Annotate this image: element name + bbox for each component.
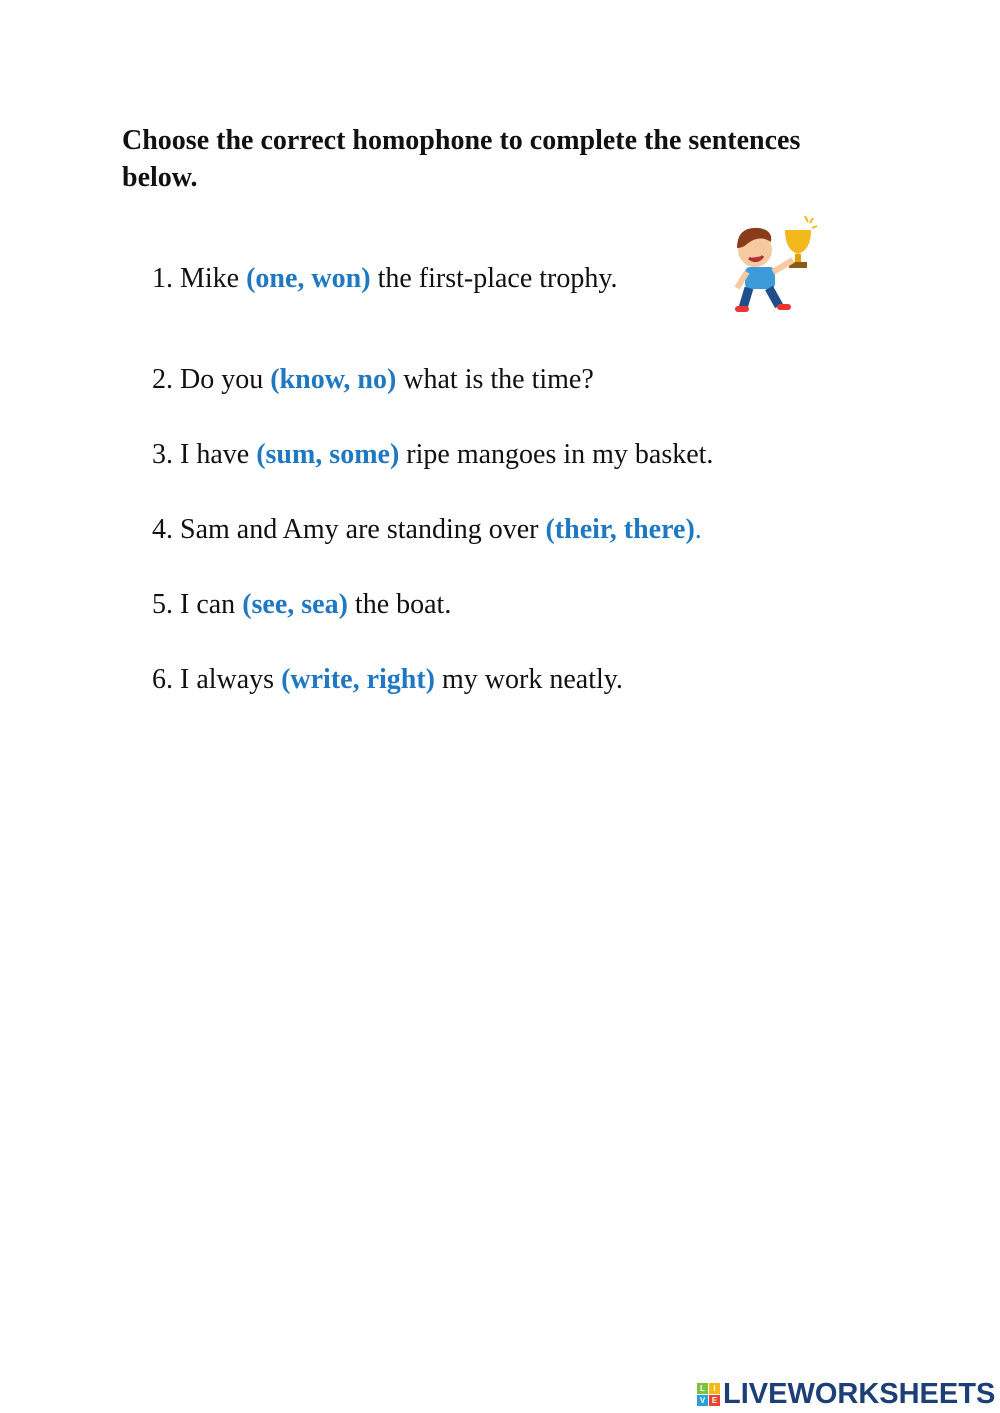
question-3 (152, 438, 713, 472)
answer-options[interactable]: (sum, some) (256, 439, 400, 470)
sentence-start: Do you (180, 364, 271, 395)
logo-letter: E (709, 1395, 720, 1406)
question-number: 3. (152, 439, 173, 470)
sentence-end: what is the time? (396, 364, 594, 395)
logo-letter: V (697, 1395, 708, 1406)
sentence-end: the boat. (347, 589, 452, 620)
sentence-end: ripe mangoes in my basket. (399, 439, 714, 470)
sentence-start: Sam and Amy are standing over (180, 514, 546, 545)
logo-letter: L (697, 1383, 708, 1394)
liveworksheets-logo (697, 1378, 995, 1411)
sentence-end: my work neatly. (435, 664, 623, 695)
question-4 (152, 513, 702, 547)
logo-text: LIVEWORKSHEETS (723, 1378, 996, 1410)
instructions-heading: Choose the correct homophone to complete the sentences below. (122, 125, 801, 193)
sentence-start: I can (180, 589, 243, 620)
answer-options[interactable]: (write, right) (281, 664, 436, 695)
sentence-end: . (694, 514, 702, 545)
logo-mark-icon (697, 1383, 720, 1406)
question-number: 4. (152, 514, 173, 545)
answer-options[interactable]: (know, no) (270, 364, 397, 395)
answer-options[interactable]: (one, won) (246, 263, 371, 294)
question-number: 2. (152, 364, 173, 395)
question-number: 5. (152, 589, 173, 620)
question-1 (152, 262, 618, 296)
logo-letter: I (709, 1383, 720, 1394)
answer-options[interactable]: (see, sea) (242, 589, 348, 620)
question-2 (152, 363, 594, 397)
sentence-end: the first-place trophy. (370, 263, 618, 294)
sentence-start: I always (180, 664, 282, 695)
question-number: 1. (152, 263, 173, 294)
sentence-start: Mike (180, 263, 247, 294)
sentence-start: I have (180, 439, 257, 470)
question-5 (152, 588, 451, 622)
boy-with-trophy-illustration (725, 212, 820, 322)
question-6 (152, 663, 623, 697)
question-number: 6. (152, 664, 173, 695)
answer-options[interactable]: (their, there) (545, 514, 695, 545)
